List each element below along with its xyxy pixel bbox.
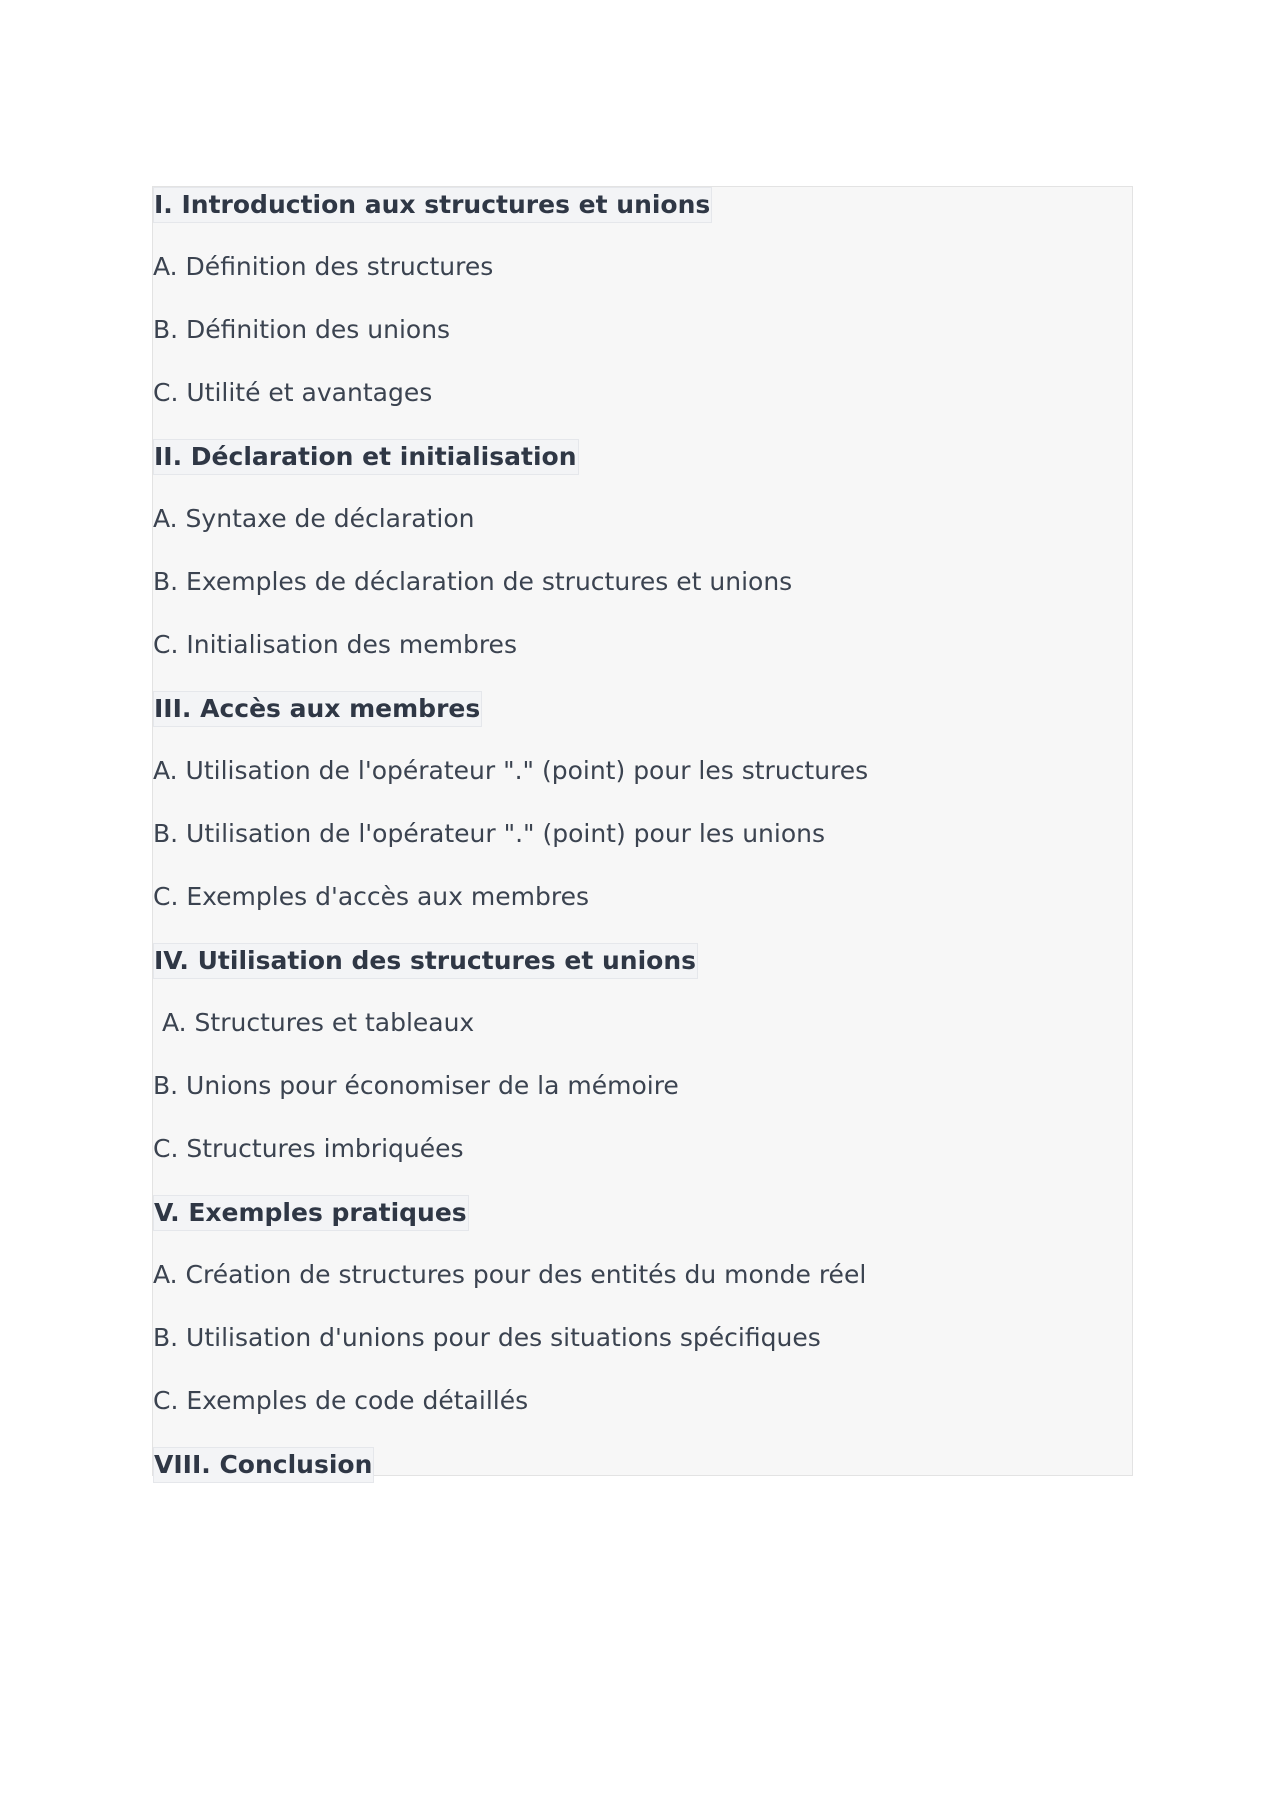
outline-item: C. Initialisation des membres (153, 630, 517, 659)
section-heading: V. Exemples pratiques (153, 1195, 469, 1231)
document-outline (152, 186, 1133, 1479)
section-heading: III. Accès aux membres (153, 691, 482, 727)
outline-item: A. Utilisation de l'opérateur "." (point) pour les structures (153, 756, 869, 785)
outline-item: B. Exemples de déclaration de structures et unions (153, 567, 793, 596)
outline-item: A. Structures et tableaux (162, 1008, 475, 1037)
outline-item: C. Exemples de code détaillés (153, 1386, 529, 1415)
outline-item: A. Syntaxe de déclaration (153, 504, 475, 533)
section-heading: IV. Utilisation des structures et unions (153, 943, 698, 979)
outline-item: B. Unions pour économiser de la mémoire (153, 1071, 679, 1100)
outline-item: C. Utilité et avantages (153, 378, 433, 407)
outline-item: A. Création de structures pour des entités du monde réel (153, 1260, 867, 1289)
outline-item: C. Structures imbriquées (153, 1134, 464, 1163)
outline-item: B. Utilisation d'unions pour des situations spécifiques (153, 1323, 821, 1352)
outline-item: C. Exemples d'accès aux membres (153, 882, 589, 911)
section-heading: I. Introduction aux structures et unions (153, 187, 712, 223)
section-heading: II. Déclaration et initialisation (153, 439, 579, 475)
section-heading: VIII. Conclusion (153, 1447, 374, 1483)
outline-item: B. Définition des unions (153, 315, 451, 344)
outline-item: B. Utilisation de l'opérateur "." (point) pour les unions (153, 819, 826, 848)
outline-item: A. Définition des structures (153, 252, 494, 281)
